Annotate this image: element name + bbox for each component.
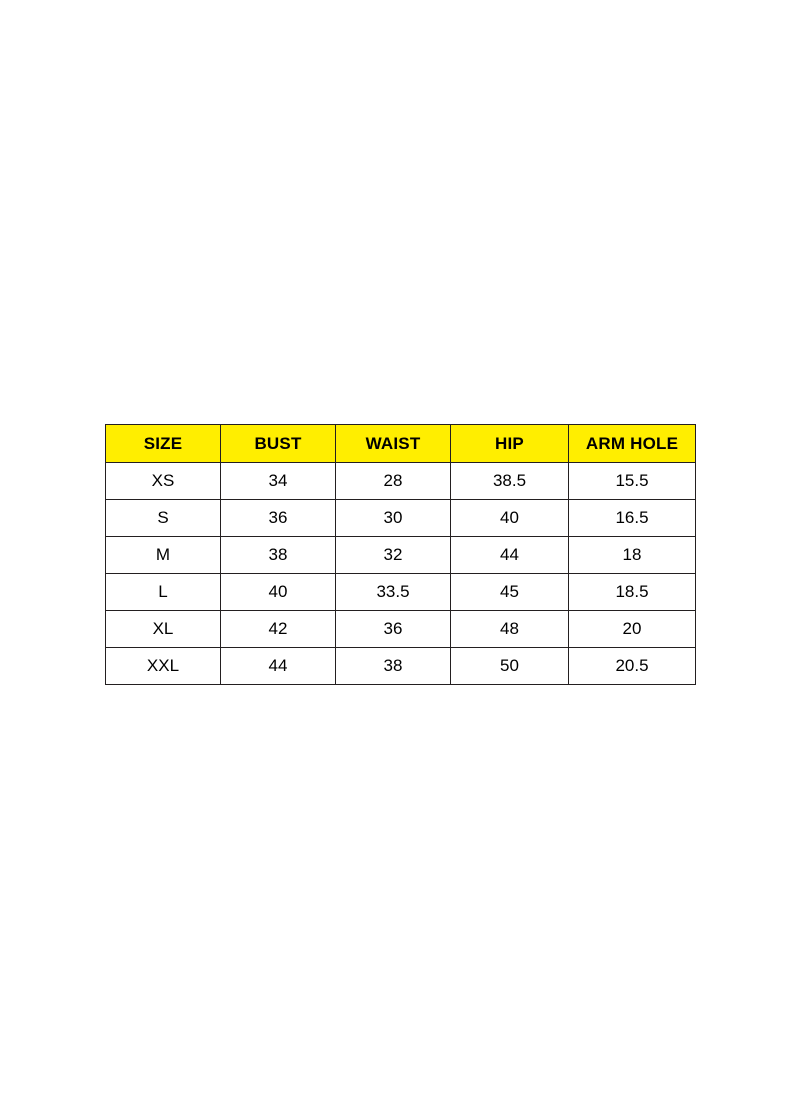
table-row (106, 574, 696, 611)
cell-size: XXL (106, 648, 221, 685)
cell-hip: 44 (451, 537, 569, 574)
cell-waist: 33.5 (336, 574, 451, 611)
cell-waist: 30 (336, 500, 451, 537)
table-row (106, 500, 696, 537)
cell-hip: 50 (451, 648, 569, 685)
cell-size: XS (106, 463, 221, 500)
table-row (106, 537, 696, 574)
cell-waist: 36 (336, 611, 451, 648)
cell-waist: 32 (336, 537, 451, 574)
cell-size: M (106, 537, 221, 574)
cell-bust: 36 (221, 500, 336, 537)
cell-arm-hole: 15.5 (569, 463, 696, 500)
column-header-bust: BUST (221, 425, 336, 463)
cell-bust: 42 (221, 611, 336, 648)
table-row (106, 648, 696, 685)
cell-bust: 40 (221, 574, 336, 611)
table-body (106, 463, 696, 685)
cell-size: L (106, 574, 221, 611)
cell-hip: 40 (451, 500, 569, 537)
table-row (106, 463, 696, 500)
cell-hip: 45 (451, 574, 569, 611)
column-header-hip: HIP (451, 425, 569, 463)
column-header-waist: WAIST (336, 425, 451, 463)
column-header-size: SIZE (106, 425, 221, 463)
cell-bust: 34 (221, 463, 336, 500)
cell-hip: 38.5 (451, 463, 569, 500)
cell-hip: 48 (451, 611, 569, 648)
cell-arm-hole: 20 (569, 611, 696, 648)
cell-arm-hole: 18.5 (569, 574, 696, 611)
cell-arm-hole: 20.5 (569, 648, 696, 685)
cell-size: XL (106, 611, 221, 648)
cell-bust: 38 (221, 537, 336, 574)
column-header-arm-hole: ARM HOLE (569, 425, 696, 463)
cell-waist: 38 (336, 648, 451, 685)
size-chart-table (105, 424, 696, 685)
table-header (106, 425, 696, 463)
cell-arm-hole: 16.5 (569, 500, 696, 537)
size-chart-container (105, 424, 695, 685)
table-header-row (106, 425, 696, 463)
cell-bust: 44 (221, 648, 336, 685)
cell-size: S (106, 500, 221, 537)
table-row (106, 611, 696, 648)
cell-waist: 28 (336, 463, 451, 500)
cell-arm-hole: 18 (569, 537, 696, 574)
